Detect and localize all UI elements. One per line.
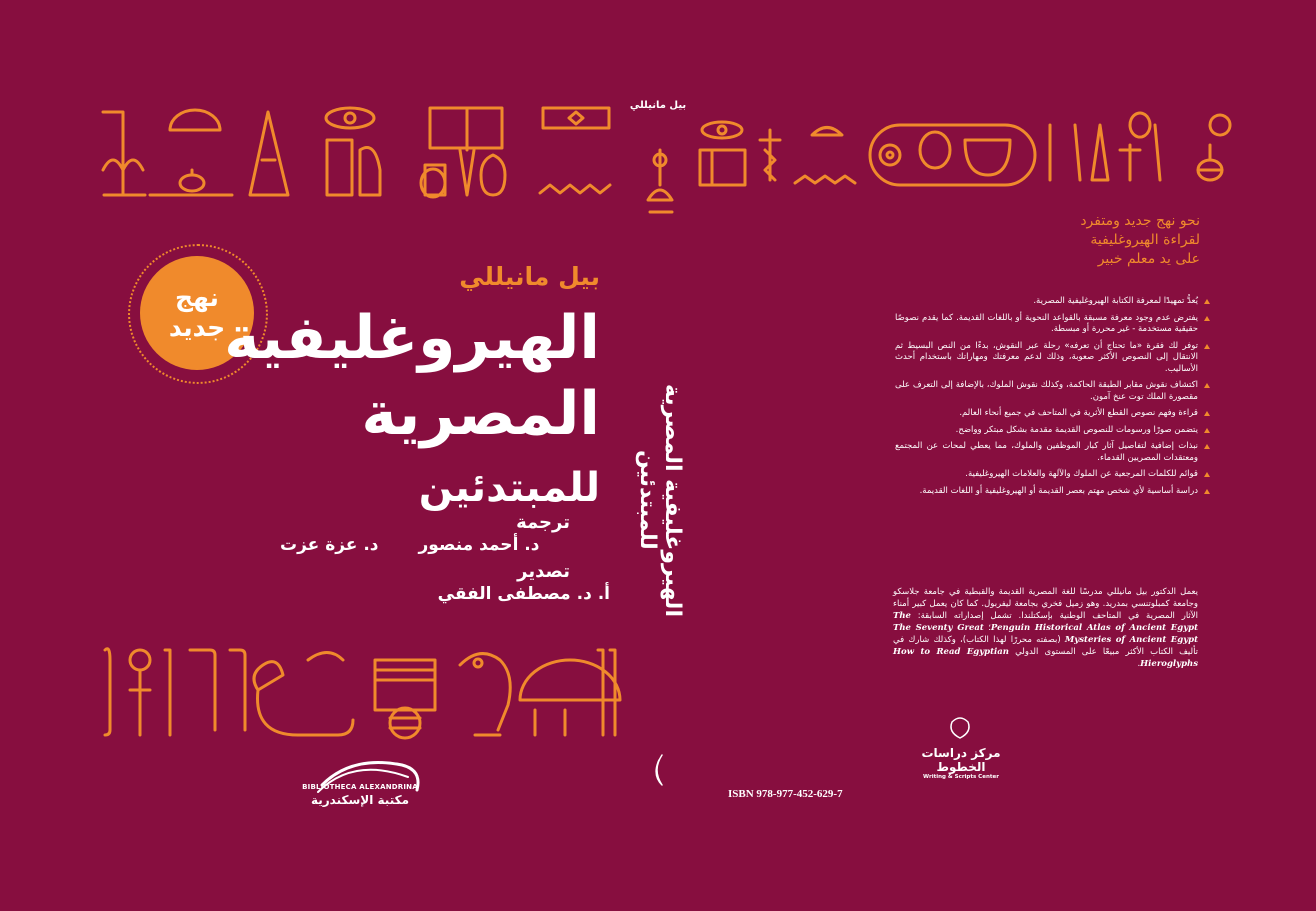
spine-title: الهيروغليفية المصرية للمبتدئين [635, 383, 685, 617]
badge-line1: نهج [175, 283, 219, 312]
feature-item: يتضمن صورًا ورسومات للنصوص القديمة مقدمة بشكل مبتكر وواضح. [895, 425, 1210, 437]
publisher-ar: مكتبة الإسكندرية [310, 793, 409, 807]
feature-item: نبذات إضافية لتفاصيل آثار كبار الموظفين والملوك، مما يعطي لمحات عن المجتمع ومعتقدات المصريين القدماء. [895, 441, 1210, 464]
writing-scripts-center [920, 720, 1002, 780]
title-line1: الهيروغليفية [224, 303, 600, 373]
bio-text: يعمل الدكتور بيل مانيللي مدرسًا للغة المصرية القديمة والقبطية في جامعة جلاسكو وجامعة كمبلوتنسي بمدريد. وهو زميل فخري بجامعة ليفربول. كما كان يعمل كبير أمناء الآثار المصرية في المتاحف الوطنية بإسكتلندا. تشمل إصداراته السابقة: [893, 587, 1199, 621]
feature-item: دراسة أساسية لأي شخص مهتم بعصر القديمة أو الهيروغليفية أو اللغات القديمة. [895, 486, 1210, 498]
tagline-line: على يد معلم خبير [1097, 251, 1200, 267]
feature-list [895, 296, 1210, 502]
bio-book-1: The Penguin Historical Atlas of Ancient Egypt [893, 611, 1198, 633]
back-tagline [1000, 212, 1200, 269]
feature-item: يفترض عدم وجود معرفة مسبقة بالقواعد النحوية أو باللغات القديمة. كما يقدم نصوصًا حقيقية مستخدمة - غير محررة أو مبسطة. [895, 313, 1210, 336]
center-en: Writing & Scripts Center [923, 774, 999, 780]
bio-book-3: How to Read Egyptian Hieroglyphs [893, 647, 1198, 669]
feature-item: قوائم للكلمات المرجعية عن الملوك والآلهة والعلامات الهيروغليفية. [895, 469, 1210, 481]
bio-mid: (بصفته محررًا لهذا الكتاب)، وكذلك شارك في تأليف الكتاب الأكثر مبيعًا على المستوى الدولي [893, 635, 1199, 657]
foreword-label: تصدير [517, 561, 570, 582]
front-subtitle: للمبتدئين [418, 465, 600, 511]
feature-item: يُعدُّ تمهيدًا لمعرفة الكتابة الهيروغليفية المصرية. [895, 296, 1210, 308]
front-author: بيل مانيللي [459, 262, 600, 291]
title-line2: المصرية [361, 379, 600, 449]
foreword-by: أ. د. مصطفى الفقي [437, 584, 610, 604]
hieroglyph-row-bottom-front [105, 649, 620, 738]
badge-line2: جديد [168, 313, 226, 342]
translation-label: ترجمة [516, 512, 570, 533]
feature-item: توفر لك فقرة «ما تحتاج أن تعرفه» رحلة عبر النقوش، بدءًا من النص البسيط ثم الانتقال إلى النصوص الأكثر صعوبة، وذلك لدعم معرفتك ومهاراتك باستخدام أحدث الأساليب. [895, 341, 1210, 376]
center-ar: مركز دراسات الخطوط [921, 746, 1001, 774]
feature-item: قراءة وفهم نصوص القطع الأثرية في المتاحف في جميع أنحاء العالم. [895, 408, 1210, 420]
publisher-en: BIBLIOTHECA ALEXANDRINA [302, 783, 418, 791]
spine-author: بيل مانيللي [629, 100, 687, 111]
front-title [224, 300, 600, 452]
bio-book-2: The Seventy Great Mysteries of Ancient Egypt [893, 623, 1198, 645]
hieroglyph-row-top-back [648, 113, 1230, 212]
spine-publisher-mark [656, 755, 662, 785]
translator-1: د. أحمد منصور [418, 535, 540, 555]
translators [280, 535, 610, 555]
translator-2: د. عزة عزت [280, 535, 379, 555]
credits [280, 512, 610, 610]
publisher-block [300, 745, 420, 807]
feature-item: اكتشاف نقوش مقابر الطبقة الحاكمة، وكذلك نقوش الملوك، بالإضافة إلى التعرف على مقصورة الملك توت عنخ آمون. [895, 380, 1210, 403]
isbn: ISBN 978-977-452-629-7 [728, 788, 843, 800]
tagline-line: لقراءة الهيروغليفية [1090, 232, 1200, 248]
author-bio: يعمل الدكتور بيل مانيللي مدرسًا للغة المصرية القديمة والقبطية في جامعة جلاسكو وجامعة كمبلوتنسي بمدريد. وهو زميل فخري بجامعة ليفربول. كما كان يعمل كبير أمناء الآثار المصرية في المتاحف الوطنية بإسكتلندا. تشمل إصداراته السابقة: The Penguin Historical Atlas of Ancient Egypt؛ The Seventy Great Mysteries of Ancient Egypt (بصفته محررًا لهذا الكتاب)، وكذلك شارك في تأليف الكتاب الأكثر مبيعًا على المستوى الدولي How to Read Egyptian Hieroglyphs. [893, 587, 1199, 669]
hieroglyph-row-top-front [103, 108, 610, 197]
tagline-line: نحو نهج جديد ومتفرد [1080, 213, 1200, 229]
